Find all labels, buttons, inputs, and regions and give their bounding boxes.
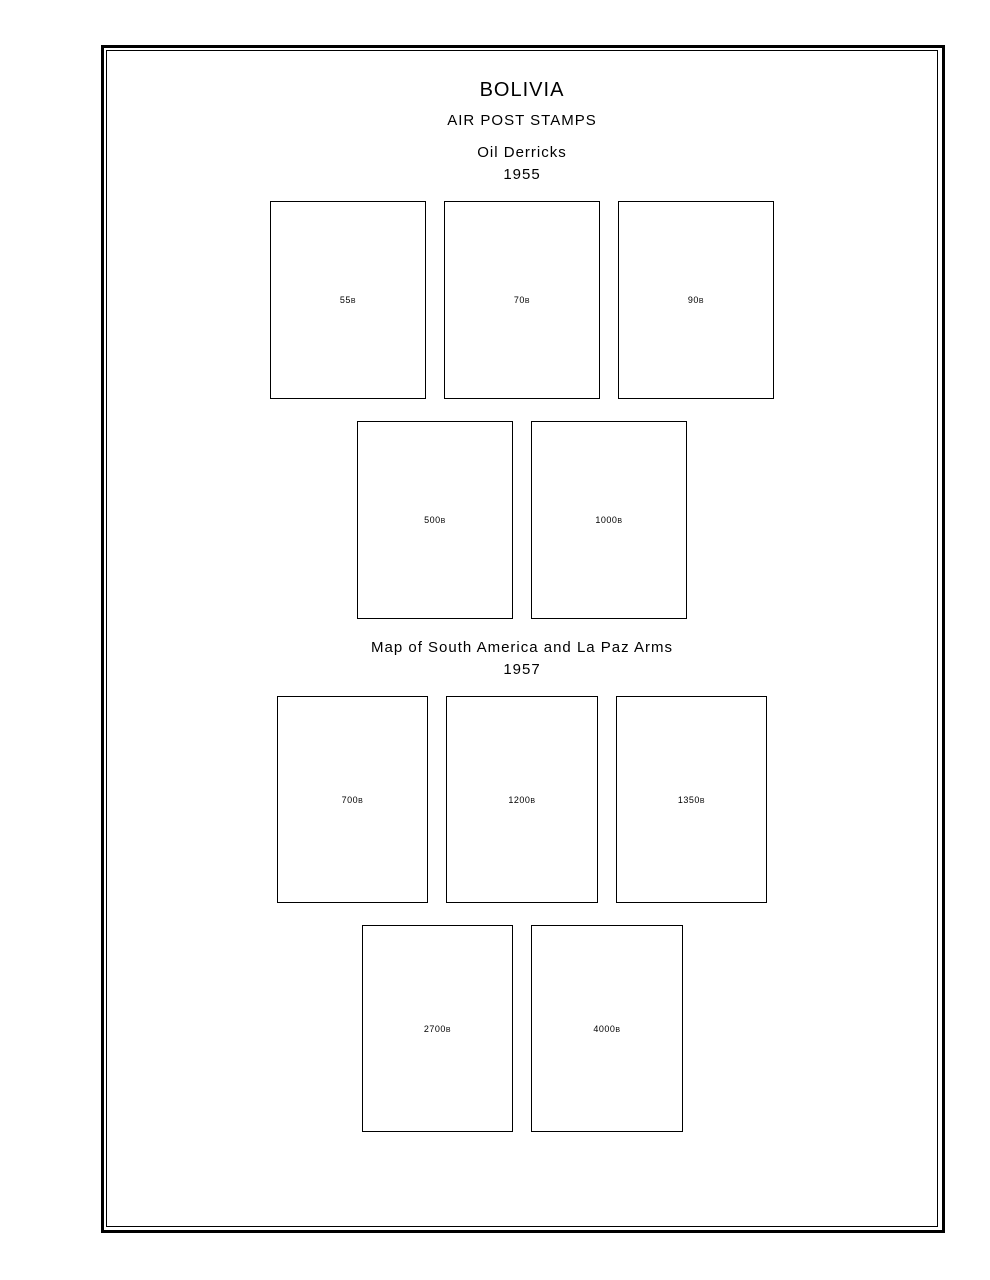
stamp-space bbox=[362, 925, 513, 1132]
stamp-space bbox=[270, 201, 426, 399]
stamp-denomination: 2700B bbox=[423, 1023, 452, 1034]
stamp-space bbox=[618, 201, 774, 399]
stamp-space bbox=[446, 696, 598, 903]
set-year: 1957 bbox=[503, 661, 541, 678]
set-year: 1955 bbox=[503, 166, 541, 183]
stamp-denomination: 1200B bbox=[508, 794, 536, 805]
stamp-space bbox=[444, 201, 600, 399]
stamp-denomination: 90B bbox=[687, 295, 705, 305]
stamp-space bbox=[277, 696, 428, 903]
set-title: Map of South America and La Paz Arms bbox=[371, 639, 673, 656]
stamp-denomination: 1000B bbox=[595, 515, 623, 525]
stamp-denomination: 500B bbox=[424, 515, 446, 525]
stamp-space bbox=[616, 696, 767, 903]
page-subtitle: AIR POST STAMPS bbox=[447, 112, 597, 129]
stamp-denomination: 4000B bbox=[593, 1023, 621, 1034]
stamp-space bbox=[531, 421, 687, 619]
stamp-denomination: 700B bbox=[341, 794, 364, 805]
stamp-denomination: 55B bbox=[339, 295, 357, 305]
stamp-denomination: 1350B bbox=[677, 794, 706, 805]
stamp-denomination: 70B bbox=[513, 295, 531, 305]
country-title: BOLIVIA bbox=[479, 79, 565, 101]
stamp-space bbox=[531, 925, 683, 1132]
set-title: Oil Derricks bbox=[477, 144, 567, 161]
stamp-space bbox=[357, 421, 513, 619]
